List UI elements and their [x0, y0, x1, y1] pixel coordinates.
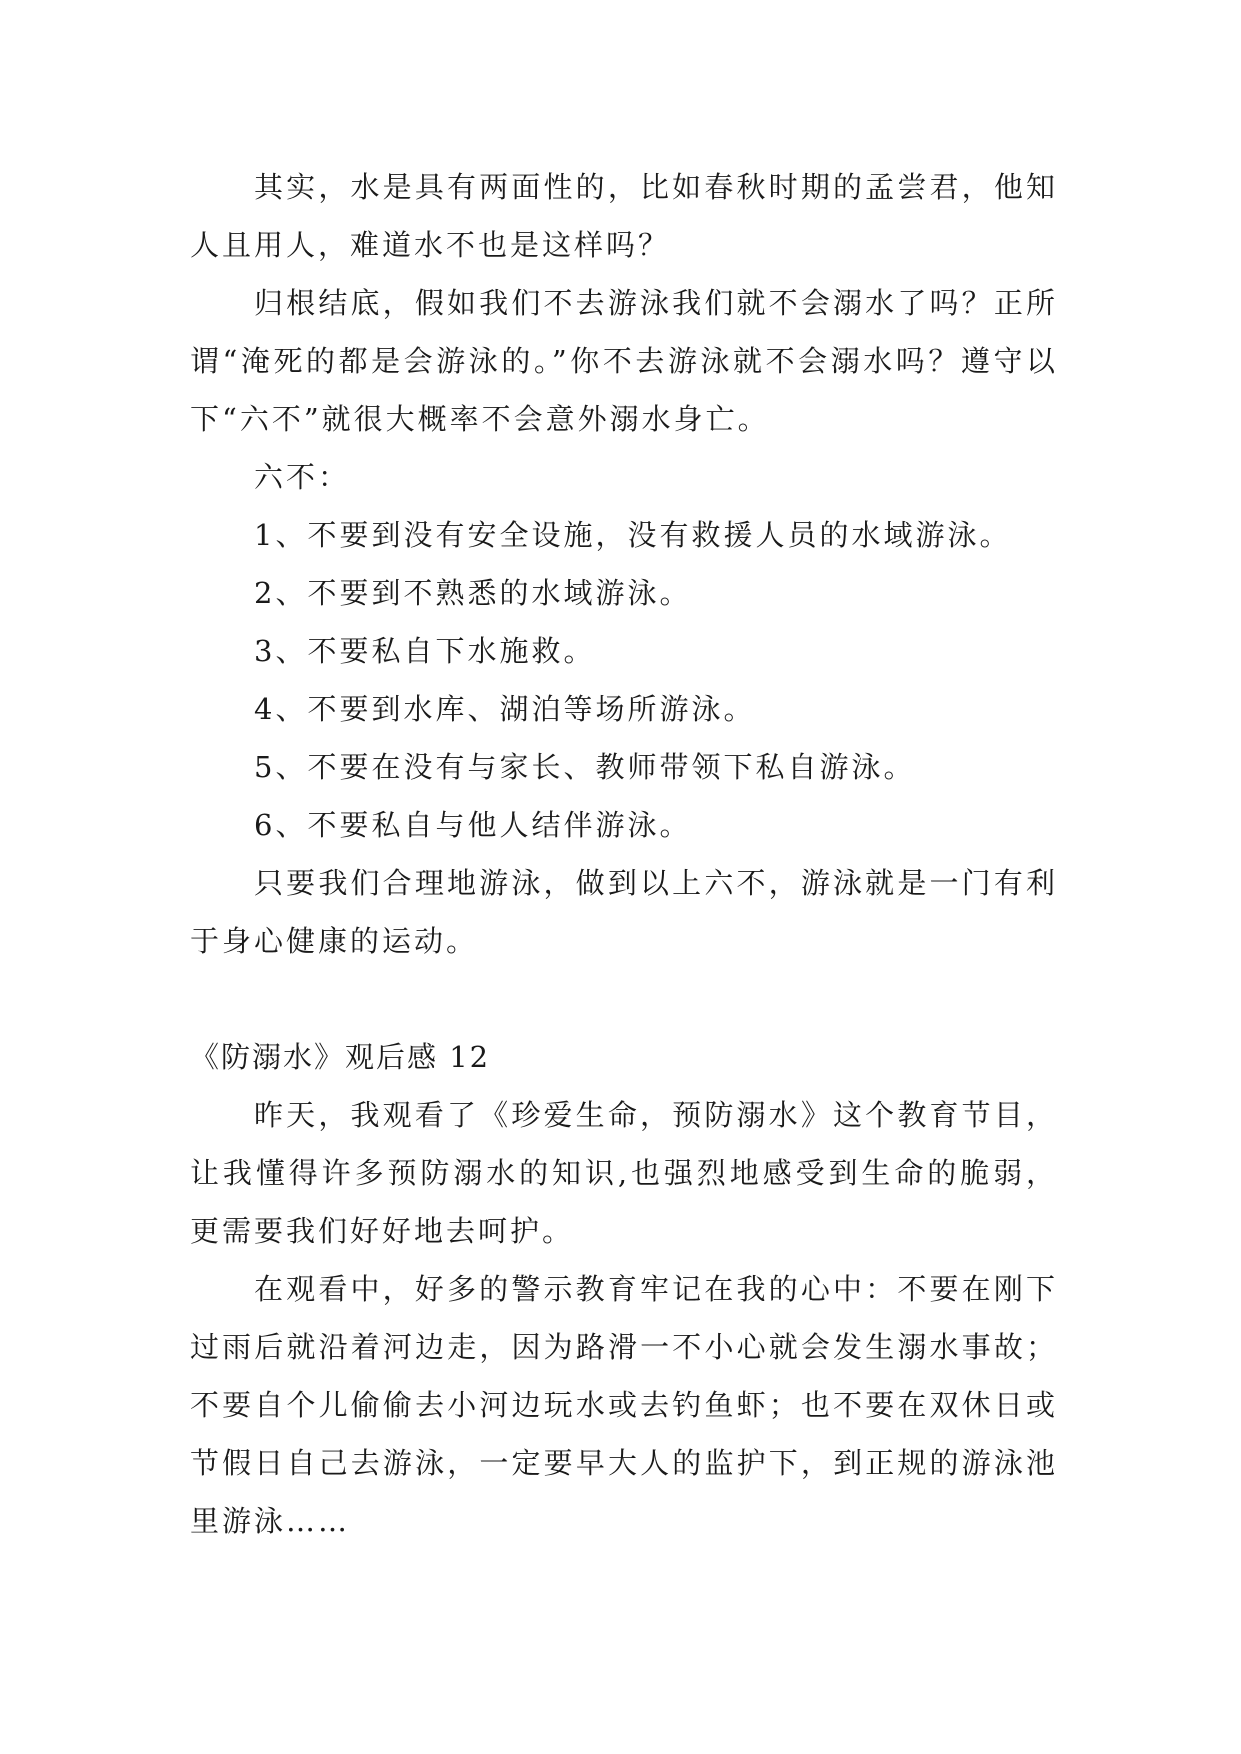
list-item: 5、不要在没有与家长、教师带领下私自游泳。: [254, 750, 916, 784]
list-title: 六不：: [254, 460, 351, 494]
document-body: [190, 158, 1058, 1550]
section-spacer: [190, 970, 1058, 1028]
paragraph-watched-program: 昨天，我观看了《珍爱生命，预防溺水》这个教育节目，让我懂得许多预防溺水的知识,也强烈地感受到生命的脆弱，更需要我们好好地去呵护。: [190, 1098, 1058, 1248]
section-title: 《防溺水》观后感 12: [190, 1040, 491, 1074]
paragraph-warnings: 在观看中，好多的警示教育牢记在我的心中：不要在刚下过雨后就沿着河边走，因为路滑一不小心就会发生溺水事故；不要自个儿偷偷去小河边玩水或去钓鱼虾；也不要在双休日或节假日自己去游泳，一定要早大人的监护下，到正规的游泳池里游泳……: [190, 1272, 1058, 1538]
list-item: 2、不要到不熟悉的水域游泳。: [254, 576, 692, 610]
paragraph-conclusion: 只要我们合理地游泳，做到以上六不，游泳就是一门有利于身心健康的运动。: [190, 866, 1058, 958]
list-item: 1、不要到没有安全设施，没有救援人员的水域游泳。: [254, 518, 1012, 552]
list-item: 3、不要私自下水施救。: [254, 634, 596, 668]
list-item: 6、不要私自与他人结伴游泳。: [254, 808, 692, 842]
paragraph-swimming-question: 归根结底，假如我们不去游泳我们就不会溺水了吗？正所谓“淹死的都是会游泳的。”你不去游泳就不会溺水吗？遵守以下“六不”就很大概率不会意外溺水身亡。: [190, 286, 1058, 436]
list-item: 4、不要到水库、湖泊等场所游泳。: [254, 692, 756, 726]
paragraph-water-two-sides: 其实，水是具有两面性的，比如春秋时期的孟尝君，他知人且用人，难道水不也是这样吗？: [190, 170, 1058, 262]
